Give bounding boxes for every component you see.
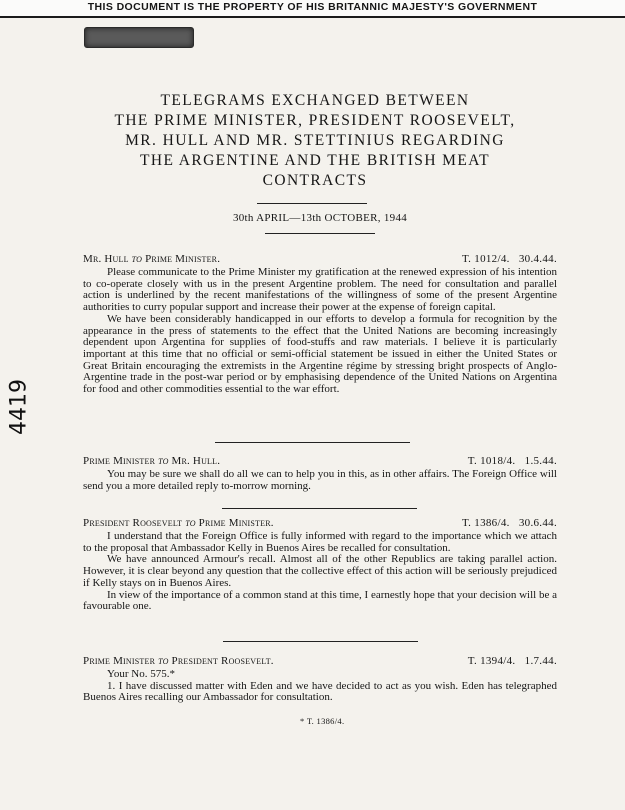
divider (215, 442, 410, 443)
redaction-stamp (84, 27, 194, 48)
telegram-header (83, 518, 557, 531)
telegram-body (83, 669, 557, 704)
margin-note-text: 4419 (6, 379, 32, 435)
paragraph: You may be sure we shall do all we can to help you in this, as in other affairs. The Foreign Office will send you a more detailed reply to-morrow morning. (83, 468, 557, 492)
paragraph: I understand that the Foreign Office is fully informed with regard to the importance which we attach to the proposal that Ambassador Kelly in Buenos Aires be recalled for consultation. (83, 530, 557, 554)
telegram-header (83, 254, 557, 267)
telegram-reference: T. 1394/4. 1.7.44. (467, 655, 557, 667)
title-line: MR. HULL AND MR. STETTINIUS REGARDING (125, 132, 505, 149)
divider (257, 203, 367, 204)
telegram-roosevelt-to-pm (83, 518, 557, 613)
paragraph: 1. I have discussed matter with Eden and we have decided to act as you wish. Eden has telegraphed Buenos Aires recalling our Ambassador for consultation. (83, 679, 557, 704)
handwritten-margin-note (6, 372, 32, 442)
telegram-hull-to-pm (83, 254, 557, 396)
telegram-sender: Mr. Hull to Prime Minister. (83, 253, 221, 265)
telegram-sender: President Roosevelt to Prime Minister. (83, 517, 274, 529)
paragraph: We have been considerably handicapped in our efforts to develop a formula for recognition by the appearance in the press of statements to the effect that the United Nations are becoming increasingly dependent upon Argentina for supplies of food-stuffs and raw materials. I believe it is particularly important at this time that no official or semi-official statement be issued in either the United States or Great Britain encouraging the extremists in the Argentine régime by stressing bright prospects of Anglo-Argentine trade in the post-war period or by emphasising dependence of the United Nations on Argentina for food and other commodities essential to the war effort. (83, 312, 557, 396)
title-line: THE PRIME MINISTER, PRESIDENT ROOSEVELT, (114, 112, 516, 129)
divider (223, 641, 418, 642)
paragraph: We have announced Armour's recall. Almost all of the other Republics are taking parallel action. However, it is clear beyond any question that the collective effect of this action will be seriously prejudiced if Kelly stays on in Buenos Aires. (83, 553, 557, 589)
divider (265, 233, 375, 234)
paragraph: Your No. 575.* (107, 668, 175, 680)
telegram-body (83, 531, 557, 613)
telegram-pm-to-roosevelt (83, 656, 557, 704)
title-line: TELEGRAMS EXCHANGED BETWEEN (160, 92, 470, 109)
title-line: CONTRACTS (262, 172, 368, 189)
divider (222, 508, 417, 509)
telegram-sender: Prime Minister to President Roosevelt. (83, 655, 274, 667)
telegram-header (83, 656, 557, 669)
footnote: * T. 1386/4. (300, 716, 345, 726)
date-range: 30th APRIL—13th OCTOBER, 1944 (232, 212, 408, 224)
paragraph: In view of the importance of a common stand at this time, I earnestly hope that your decision will be a favourable one. (83, 588, 557, 613)
telegram-body (83, 267, 557, 396)
telegram-pm-to-hull (83, 456, 557, 492)
paragraph: Please communicate to the Prime Minister my gratification at the renewed expression of his intention to co-operate closely with us in the present Argentine problem. The need for consultation and parallel action is underlined by the recent manifestations of the willingness of some of the present Argentine authorities to curry popular support and increase their power at the expense of foreign capital. (83, 266, 557, 314)
document-title (80, 91, 550, 191)
telegram-reference: T. 1018/4. 1.5.44. (467, 455, 557, 467)
property-banner: THIS DOCUMENT IS THE PROPERTY OF HIS BRITANNIC MAJESTY'S GOVERNMENT (0, 0, 625, 18)
telegram-body (83, 469, 557, 492)
telegram-sender: Prime Minister to Mr. Hull. (83, 455, 221, 467)
telegram-header (83, 456, 557, 469)
title-line: THE ARGENTINE AND THE BRITISH MEAT (140, 152, 490, 169)
telegram-reference: T. 1012/4. 30.4.44. (461, 253, 557, 265)
telegram-reference: T. 1386/4. 30.6.44. (461, 517, 557, 529)
